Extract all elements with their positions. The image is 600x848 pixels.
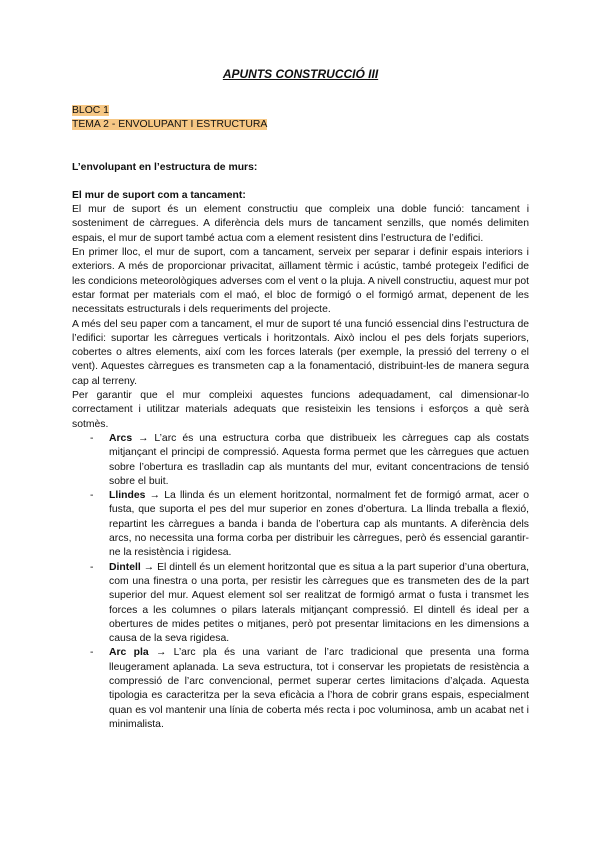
document-page <box>72 66 529 732</box>
spacer <box>72 133 529 161</box>
tema-label: TEMA 2 - ENVOLUPANT I ESTRUCTURA <box>72 119 268 131</box>
definition-arcs: → L’arc és una estructura corba que distribueix les càrregues cap als costats mitjançant el principi de compressió. Aquesta forma permet que les càrregues que actuen sobre l’obertura es traslladin cap als muntants del mur, evitant concentracions de tensió sobre el buit. <box>109 432 529 487</box>
term-arcs: Arcs <box>109 432 133 444</box>
paragraph-2: En primer lloc, el mur de suport, com a tancament, serveix per separar i definir espais interiors i exteriors. A més de proporcionar privacitat, aïllament tèrmic i acústic, també protegeix l’edifici de les condicions meteorològiques adverses com el vent o la pluja. A nivell constructiu, aquest mur pot estar format per materials com el maó, el bloc de formigó o el formigó armat, depenent de les necessitats estructurals i dels requeriments del projecte. <box>72 247 529 316</box>
bloc-label-line <box>72 104 529 118</box>
list-dash: - <box>90 432 94 444</box>
term-llindes: Llindes <box>109 490 146 502</box>
list-item-arcs <box>72 432 529 489</box>
list-dash: - <box>90 490 94 502</box>
list-dash: - <box>90 561 94 573</box>
element-list <box>72 432 529 732</box>
list-item-arc-pla <box>72 646 529 732</box>
sub-heading: El mur de suport com a tancament: <box>72 189 246 201</box>
bloc-label: BLOC 1 <box>72 105 109 116</box>
document-title: APUNTS CONSTRUCCIÓ III <box>222 67 379 81</box>
definition-llindes: → La llinda és un element horitzontal, normalment fet de formigó armat, acer o fusta, que suporta el pes del mur superior en zones d’obertura. La llinda treballa a flexió, repartint les càrregues a banda i banda de l’obertura cap als muntants. A diferència dels arcs, no necessita una forma corba per distribuir les càrregues, però és essencial garantir-ne la resistència i rigidesa. <box>109 490 529 559</box>
term-arc-pla: Arc pla <box>109 647 149 659</box>
section-heading: L’envolupant en l’estructura de murs: <box>72 161 258 173</box>
paragraph-3: A més del seu paper com a tancament, el mur de suport té una funció essencial dins l’estructura de l’edifici: suportar les càrregues verticals i horitzontals. Això inclou el pes dels forjats superiors, cobertes o altres elements, així com les forces laterals (per exemple, la pressió del terreny o el vent). Aquestes càrregues es transmeten cap a la fonamentació, distribuint-les de manera segura cap al terreny. <box>72 318 529 387</box>
list-dash: - <box>90 647 94 659</box>
paragraph-4: Per garantir que el mur compleixi aquestes funcions adequadament, cal dimensionar-lo correctament i utilitzar materials adequats que resisteixin les tensions i esforços a què serà sotmès. <box>72 390 529 430</box>
definition-dintell: → El dintell és un element horitzontal que es situa a la part superior d’una obertura, com una finestra o una porta, per resistir les càrregues que es transmeten des de la part superior del mur. Aquest element sol ser realitzat de formigó armat o fusta i transmet les forces a les columnes o pilars laterals mitjançant compressió. El dintell és ideal per a obertures de mides petites o mitjanes, però pot presentar limitacions en les dimensions a causa de la seva rigidesa. <box>109 561 529 645</box>
list-item-dintell <box>72 561 529 647</box>
term-dintell: Dintell <box>109 561 141 573</box>
definition-arc-pla: → L’arc pla és una variant de l’arc tradicional que presenta una forma lleugerament aplanada. La seva estructura, tot i conservar les propietats de resistència a compressió de l’arc convencional, permet superar certes limitacions d’alçada. Aquesta tipologia es caracteritza per la seva eficàcia a l’hora de cobrir grans espais, especialment quan es vol mantenir una línia de coberta més recta i poc voluminosa, amb un acabat net i minimalista. <box>109 647 529 730</box>
paragraph-1: El mur de suport és un element constructiu que compleix una doble funció: tancament i sosteniment de càrregues. A diferència dels murs de tancament senzills, que només delimiten espais, el mur de suport també actua com a element resistent dins l’estructura de l’edifici. <box>72 204 529 244</box>
tema-label-line <box>72 118 529 132</box>
list-item-llindes <box>72 489 529 560</box>
